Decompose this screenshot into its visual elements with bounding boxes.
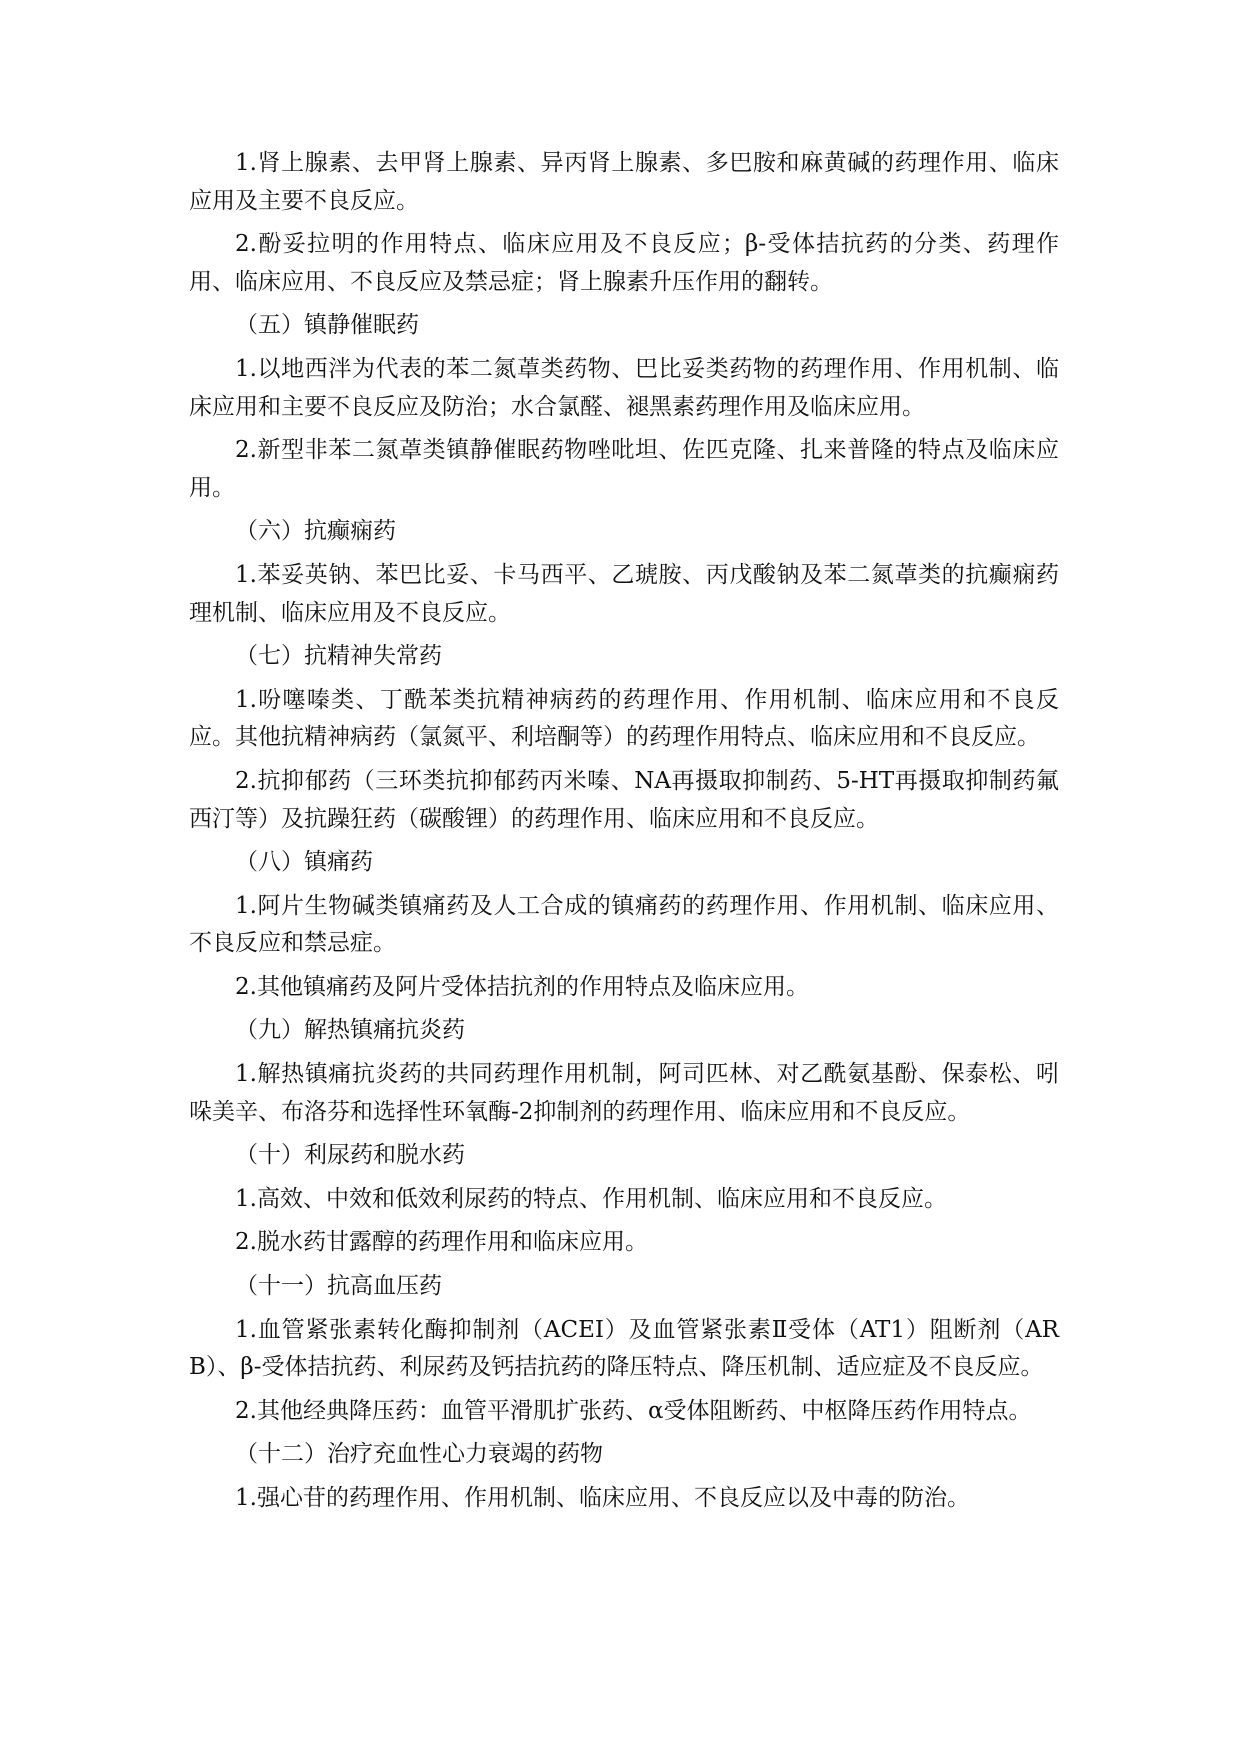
section-heading-analgesics: （八）镇痛药 — [235, 849, 373, 876]
section-heading-sedative-hypnotics: （五）镇静催眠药 — [235, 312, 419, 339]
paragraph-diuretic-drugs: 1.高效、中效和低效利尿药的特点、作用机制、临床应用和不良反应。 — [235, 1185, 947, 1212]
paragraph-mannitol: 2.脱水药甘露醇的药理作用和临床应用。 — [235, 1229, 648, 1256]
section-heading-antihypertensives: （十一）抗高血压药 — [235, 1273, 442, 1300]
paragraph-antidepressants: 2.抗抑郁药（三环类抗抑郁药丙米嗪、NA再摄取抑制药、5-HT再摄取抑制药氟西汀等）及抗躁狂药（碳酸锂）的药理作用、临床应用和不良反应。 — [189, 767, 1059, 832]
section-heading-nsaids: （九）解热镇痛抗炎药 — [235, 1017, 465, 1044]
paragraph-opioid-analgesics: 1.阿片生物碱类镇痛药及人工合成的镇痛药的药理作用、作用机制、临床应用、不良反应和禁忌症。 — [189, 892, 1059, 957]
paragraph-cardiac-glycosides: 1.强心苷的药理作用、作用机制、临床应用、不良反应以及中毒的防治。 — [235, 1485, 970, 1511]
paragraph-opioid-antagonists: 2.其他镇痛药及阿片受体拮抗剂的作用特点及临床应用。 — [235, 973, 809, 1000]
section-heading-diuretics: （十）利尿药和脱水药 — [235, 1142, 465, 1169]
section-heading-heart-failure: （十二）治疗充血性心力衰竭的药物 — [235, 1441, 603, 1468]
paragraph-adrenaline-drugs: 1.肾上腺素、去甲肾上腺素、异丙肾上腺素、多巴胺和麻黄碱的药理作用、临床应用及主要不良反应。 — [189, 150, 1059, 214]
paragraph-phentolamine-beta-blockers: 2.酚妥拉明的作用特点、临床应用及不良反应；β-受体拮抗药的分类、药理作用、临床应用、不良反应及禁忌症；肾上腺素升压作用的翻转。 — [189, 231, 1059, 295]
section-heading-antiepileptics: （六）抗癫痫药 — [235, 518, 396, 545]
paragraph-non-benzodiazepines: 2.新型非苯二氮䓬类镇静催眠药物唑吡坦、佐匹克隆、扎来普隆的特点及临床应用。 — [189, 437, 1059, 501]
paragraph-nsaid-drugs: 1.解热镇痛抗炎药的共同药理作用机制，阿司匹林、对乙酰氨基酚、保泰松、吲哚美辛、布洛芬和选择性环氧酶-2抑制剂的药理作用、临床应用和不良反应。 — [189, 1061, 1059, 1125]
paragraph-acei-arb: 1.血管紧张素转化酶抑制剂（ACEI）及血管紧张素Ⅱ受体（AT1）阻断剂（ARB）、β-受体拮抗药、利尿药及钙拮抗药的降压特点、降压机制、适应症及不良反应。 — [189, 1316, 1059, 1381]
paragraph-antiepileptic-drugs: 1.苯妥英钠、苯巴比妥、卡马西平、乙琥胺、丙戊酸钠及苯二氮䓬类的抗癫痫药理机制、临床应用及不良反应。 — [189, 561, 1059, 626]
paragraph-other-antihypertensives: 2.其他经典降压药：血管平滑肌扩张药、α受体阻断药、中枢降压药作用特点。 — [235, 1397, 1032, 1424]
paragraph-phenothiazines: 1.吩噻嗪类、丁酰苯类抗精神病药的药理作用、作用机制、临床应用和不良反应。其他抗精神病药（氯氮平、利培酮等）的药理作用特点、临床应用和不良反应。 — [189, 686, 1059, 751]
section-heading-antipsychotics: （七）抗精神失常药 — [235, 643, 442, 670]
paragraph-benzodiazepines: 1.以地西泮为代表的苯二氮䓬类药物、巴比妥类药物的药理作用、作用机制、临床应用和主要不良反应及防治；水合氯醛、褪黑素药理作用及临床应用。 — [189, 355, 1059, 420]
document-body — [189, 145, 1059, 1524]
